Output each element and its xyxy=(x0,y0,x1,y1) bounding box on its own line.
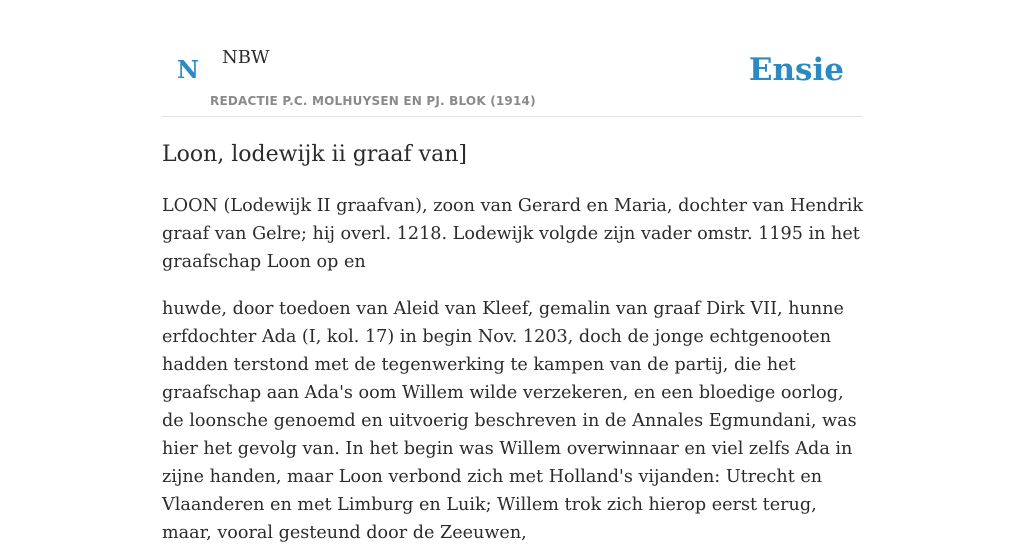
article-paragraph: huwde, door toedoen van Aleid van Kleef, gemalin van graaf Dirk VII, hunne erfdochter Ada (I, kol. 17) in begin Nov. 1203, doch de jonge echtgenooten hadden terstond met de tegenwerking te kampen van de partij, die het graafschap aan Ada's oom Willem wilde verzekeren, en een bloedige oorlog, de loonsche genoemd en uitvoerig beschreven in de Annales Egmundani, was hier het gevolg van. In het begin was Willem overwinnaar en viel zelfs Ada in zijne handen, maar Loon verbond zich met Holland's vijanden: Utrecht en Vlaanderen en met Limburg en Luik; Willem trok zich hierop eerst terug, maar, vooral gesteund door de Zeeuwen, xyxy=(162,299,857,543)
page xyxy=(162,0,864,543)
header xyxy=(162,0,862,117)
source-name[interactable]: NBW xyxy=(222,47,270,68)
source-subtitle: REDACTIE P.C. MOLHUYSEN EN PJ. BLOK (1914) xyxy=(210,94,536,108)
article-paragraph: LOON (Lodewijk II graafvan), zoon van Gerard en Maria, dochter van Hendrik graaf van Gelre; hij overl. 1218. Lodewijk volgde zijn vader omstr. 1195 in het graafschap Loon op en xyxy=(162,196,864,272)
source-logo-icon[interactable]: N xyxy=(177,55,199,84)
page-title: Loon, lodewijk ii graaf van] xyxy=(162,142,467,167)
brand-logo[interactable]: Ensie xyxy=(748,52,844,88)
